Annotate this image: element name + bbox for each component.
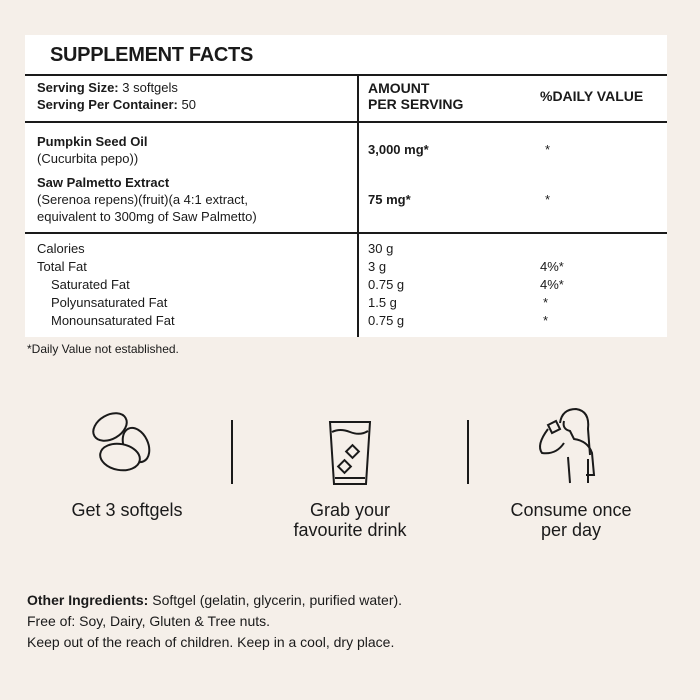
nutrient-dv: 4%* bbox=[540, 277, 564, 292]
divider bbox=[25, 121, 667, 123]
nutrient-amount: 3 g bbox=[368, 259, 387, 274]
glass-drink-icon bbox=[328, 420, 372, 486]
daily-value-header: %DAILY VALUE bbox=[540, 88, 644, 104]
amount-header: AMOUNT PER SERVING bbox=[368, 80, 464, 112]
nutrient-amount: 0.75 g bbox=[368, 277, 405, 292]
serving-size: Serving Size: 3 softgels bbox=[37, 80, 178, 95]
ingredient-row: Pumpkin Seed Oil (Cucurbita pepo)) bbox=[37, 134, 148, 166]
ingredient-dv: * bbox=[545, 142, 551, 157]
ingredient-dv: * bbox=[545, 192, 551, 207]
ingredient-amount: 75 mg* bbox=[368, 192, 411, 207]
nutrient-name: Saturated Fat bbox=[51, 277, 130, 292]
nutrient-dv: 4%* bbox=[540, 259, 564, 274]
servings-per-container: Serving Per Container: 50 bbox=[37, 97, 196, 112]
nutrient-name: Monounsaturated Fat bbox=[51, 313, 175, 328]
person-drinking-icon bbox=[530, 405, 600, 485]
ingredient-amount: 3,000 mg* bbox=[368, 142, 429, 157]
ingredient-row: Saw Palmetto Extract (Serenoa repens)(fruit)(a 4:1 extract, equivalent to 300mg of Saw Palmetto) bbox=[37, 175, 257, 224]
nutrient-amount: 0.75 g bbox=[368, 313, 405, 328]
nutrient-name: Polyunsaturated Fat bbox=[51, 295, 168, 310]
other-ingredients: Other Ingredients: Softgel (gelatin, glycerin, purified water). bbox=[27, 592, 403, 608]
nutrient-amount: 30 g bbox=[368, 241, 394, 256]
allergen-info: Free of: Soy, Dairy, Gluten & Tree nuts. bbox=[27, 613, 271, 629]
nutrient-dv: * bbox=[543, 313, 549, 328]
step-divider bbox=[467, 420, 469, 484]
step-label: Consume once per day bbox=[510, 500, 632, 540]
column-divider bbox=[357, 75, 359, 337]
softgels-icon bbox=[90, 407, 162, 473]
storage-info: Keep out of the reach of children. Keep in a cool, dry place. bbox=[27, 634, 395, 650]
footnote: *Daily Value not established. bbox=[27, 342, 179, 356]
step-label: Get 3 softgels bbox=[71, 500, 183, 520]
nutrient-name: Total Fat bbox=[37, 259, 87, 274]
nutrient-name: Calories bbox=[37, 241, 85, 256]
divider bbox=[25, 74, 667, 76]
nutrient-dv: * bbox=[543, 295, 549, 310]
step-label: Grab your favourite drink bbox=[293, 500, 407, 540]
divider bbox=[25, 232, 667, 234]
panel-title: SUPPLEMENT FACTS bbox=[50, 44, 253, 66]
nutrient-amount: 1.5 g bbox=[368, 295, 397, 310]
step-divider bbox=[231, 420, 233, 484]
